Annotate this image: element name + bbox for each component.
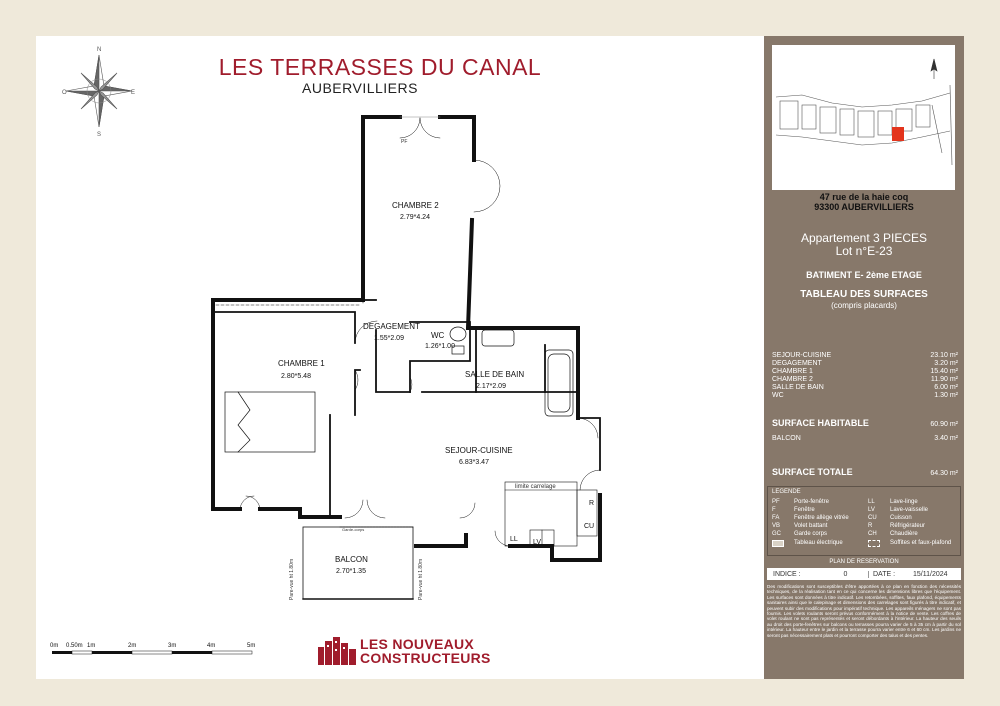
soffite-icon — [868, 540, 880, 547]
legend-item: CH Chaudière — [868, 531, 918, 537]
legend-item: CU Cuisson — [868, 515, 912, 521]
scale-label-1: 1m — [87, 643, 96, 649]
electric-panel-icon — [772, 540, 784, 547]
pf-label: PF — [401, 139, 408, 145]
balcon-row: BALCON 3.40 m² — [772, 435, 958, 442]
site-plan-thumbnail — [772, 45, 955, 190]
room-chambre1-name: CHAMBRE 1 — [278, 359, 325, 368]
compass-w-label: O — [62, 90, 67, 96]
page-subtitle: AUBERVILLIERS — [302, 80, 418, 96]
legend-item: Soffites et faux-plafond — [868, 540, 951, 549]
batiment-label: BATIMENT E- 2ème ETAGE — [806, 270, 922, 280]
surface-totale-row: SURFACE TOTALE 64.30 m² — [772, 467, 958, 477]
room-sejour-name: SEJOUR-CUISINE — [445, 446, 513, 455]
apartment-block — [764, 232, 964, 258]
room-wc-dims: 1.26*1.00 — [425, 343, 455, 350]
legend-item: PF Porte-fenêtre — [772, 499, 830, 505]
legend-item: R Réfrigérateur — [868, 523, 926, 529]
room-chambre2-dims: 2.79*4.24 — [400, 214, 430, 221]
kitchen-ll-label: LL — [510, 536, 518, 543]
legend-title: LEGENDE — [772, 489, 801, 495]
garde-corps-label: Garde-corps — [342, 527, 365, 532]
scale-label-3: 3m — [168, 643, 177, 649]
compass-n-label: N — [97, 47, 102, 53]
reservation-title: PLAN DE RESERVATION — [829, 559, 899, 565]
room-degagement-name: DEGAGEMENT — [363, 322, 420, 331]
compass-s-label: S — [97, 132, 102, 136]
lot-number: Lot n°E-23 — [835, 244, 893, 258]
surface-row: CHAMBRE 2 11.90 m² — [772, 376, 958, 383]
surface-row: CHAMBRE 1 15.40 m² — [772, 368, 958, 375]
room-sdb-name: SALLE DE BAIN — [465, 370, 525, 379]
disclaimer-text: Des modifications sont susceptibles d'être apportées à ce plan en fonction des nécessités techniques, de la réalisation tant en ce qui concerne les dimensions libres que l'équipement. Les surfaces sont données à titre indicatif. Les retombées, soffites, faux plafond, équipements sanitaires ainsi que le calepinage et dimensions des carrelages sont figurés à titre indicatif, et peuvent subir des modifications pour impératif technique. Les appareils ménagers ne sont pas fournis. Les volets roulants seront prévus conformément à la notice de vente. Les coffres de volet roulant ne sont pas représentés et seront débordants à l'intérieur. La hauteur des seuils au droit des porte-fenêtres sur balcons ou terrasses pourra varier de 5 à 35 cm à partir du sol intérieur. La hauteur entre le jardin et la terrasse pourra varier entre 6 et 60 cm. Les jardins ne seront pas nécessairement plats et pourront comporter des talus et des pentes. — [767, 584, 961, 638]
room-balcon-name: BALCON — [335, 555, 368, 564]
page-title: LES TERRASSES DU CANAL — [218, 54, 542, 80]
surface-habitable-row: SURFACE HABITABLE 60.90 m² — [772, 418, 958, 428]
date-label: DATE : — [868, 571, 913, 578]
legend-item: LL Lave-linge — [868, 499, 918, 505]
limite-carrelage-label: limite carrelage — [515, 484, 556, 490]
surfaces-table-subtitle: (compris placards) — [831, 301, 897, 310]
floor-plan — [36, 36, 764, 679]
legend-item: GC Garde corps — [772, 531, 828, 537]
date-value: 15/11/2024 — [913, 570, 948, 578]
apartment-type: Appartement 3 PIECES — [800, 231, 928, 245]
company-logo — [318, 637, 491, 665]
reservation-bar — [767, 568, 961, 580]
scale-label-5: 5m — [247, 643, 256, 649]
pare-vue-right-label: Pare-vue ht 1.80m — [418, 558, 424, 600]
kitchen-lv-label: LV — [533, 539, 542, 546]
pare-vue-left-label: Pare-vue ht 1.80m — [289, 558, 295, 600]
address-line2: 93300 AUBERVILLIERS — [814, 202, 914, 212]
room-sdb-dims: 2.17*2.09 — [476, 383, 506, 390]
room-degagement-dims: 1.55*2.09 — [374, 335, 404, 342]
legend-item: F Fenêtre — [772, 507, 815, 513]
logo-buildings-icon — [318, 637, 356, 665]
address-block — [764, 192, 964, 212]
logo-line1: LES NOUVEAUX — [360, 636, 475, 652]
lot-location-marker — [892, 127, 904, 141]
logo-line2: CONSTRUCTEURS — [360, 650, 491, 666]
room-chambre2-name: CHAMBRE 2 — [392, 201, 439, 210]
scale-label-050: 0.50m — [66, 643, 83, 649]
indice-label: INDICE : — [773, 570, 801, 578]
compass-e-label: E — [131, 90, 136, 96]
scale-label-0: 0m — [50, 643, 59, 649]
surface-row: SEJOUR-CUISINE 23.10 m² — [772, 352, 958, 359]
legend-item: Tableau électrique — [772, 540, 843, 549]
scale-label-4: 4m — [207, 643, 216, 649]
kitchen-r-label: R — [589, 500, 595, 507]
surfaces-list — [772, 352, 958, 400]
room-balcon-dims: 2.70*1.35 — [336, 568, 366, 575]
room-chambre1-dims: 2.80*5.48 — [281, 373, 311, 380]
address-line1: 47 rue de la haie coq — [819, 192, 909, 202]
scale-bar — [50, 640, 264, 666]
indice-value: 0 — [843, 570, 848, 578]
kitchen-cu-label: CU — [584, 523, 595, 530]
surfaces-table-title: TABLEAU DES SURFACES — [800, 289, 928, 300]
room-sejour-dims: 6.83*3.47 — [459, 459, 489, 466]
surface-row: DEGAGEMENT 3.20 m² — [772, 360, 958, 367]
legend-item: FA Fenêtre allège vitrée — [772, 515, 849, 521]
legend-item: VB Volet battant — [772, 523, 828, 529]
surface-row: WC 1.30 m² — [772, 392, 958, 399]
scale-label-2: 2m — [128, 643, 137, 649]
room-wc-name: WC — [431, 331, 445, 340]
legend-item: LV Lave-vaisselle — [868, 507, 929, 513]
surface-row: SALLE DE BAIN 6.00 m² — [772, 384, 958, 391]
